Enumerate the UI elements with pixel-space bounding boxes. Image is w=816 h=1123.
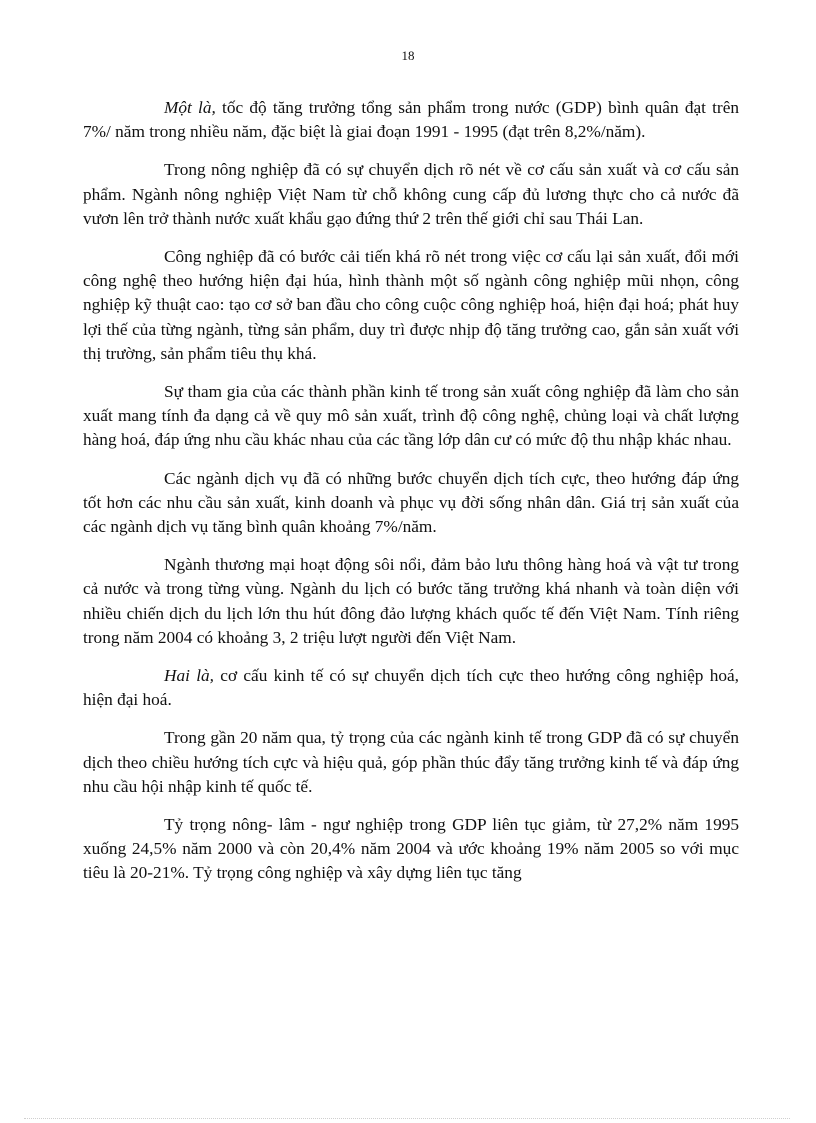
- page-body: [83, 96, 739, 900]
- paragraph-text: Trong nông nghiệp đã có sự chuyển dịch rõ nét về cơ cấu sản xuất và cơ cấu sản phẩm. Ngành nông nghiệp Việt Nam từ chỗ không cung cấp đủ lương thực cho cả nước đã vươn lên trở thành nước xuất khẩu gạo đứng thứ 2 trên thế giới chỉ sau Thái Lan.: [83, 160, 739, 228]
- paragraph-lead: Một là,: [164, 98, 216, 117]
- paragraph: [83, 245, 739, 366]
- paragraph: [83, 467, 739, 540]
- paragraph: [83, 96, 739, 144]
- paragraph-text: Trong gần 20 năm qua, tỷ trọng của các ngành kinh tế trong GDP đã có sự chuyển dịch theo chiều hướng tích cực và hiệu quả, góp phần thúc đẩy tăng trưởng kinh tế và đáp ứng nhu cầu hội nhập kinh tế quốc tế.: [83, 728, 739, 796]
- paragraph: [83, 553, 739, 650]
- paragraph-text: Tỷ trọng nông- lâm - ngư nghiệp trong GDP liên tục giảm, từ 27,2% năm 1995 xuống 24,5% năm 2000 và còn 20,4% năm 2004 và ước khoảng 19% năm 2005 so với mục tiêu là 20-21%. Tỷ trọng công nghiệp và xây dựng liên tục tăng: [83, 815, 739, 883]
- paragraph: [83, 380, 739, 453]
- paragraph: [83, 158, 739, 231]
- page-bottom-divider: [24, 1118, 790, 1119]
- paragraph-text: Công nghiệp đã có bước cải tiến khá rõ nét trong việc cơ cấu lại sản xuất, đổi mới công nghệ theo hướng hiện đại húa, hình thành một số ngành công nghiệp mũi nhọn, công nghiệp kỹ thuật cao: tạo cơ sở ban đầu cho công cuộc công nghiệp hoá, hiện đại hoá; phát huy lợi thế của từng ngành, từng sản phẩm, duy trì được nhịp độ tăng trưởng cao, gắn sản xuất với thị trường, sản phẩm tiêu thụ khá.: [83, 247, 739, 363]
- paragraph: [83, 726, 739, 799]
- paragraph-text: Sự tham gia của các thành phần kinh tế trong sản xuất công nghiệp đã làm cho sản xuất mang tính đa dạng cả về quy mô sản xuất, trình độ công nghệ, chủng loại và chất lượng hàng hoá, đáp ứng nhu cầu khác nhau của các tầng lớp dân cư có mức độ thu nhập khác nhau.: [83, 382, 739, 450]
- paragraph-text: tốc độ tăng trưởng tổng sản phẩm trong nước (GDP) bình quân đạt trên 7%/ năm trong nhiều năm, đặc biệt là giai đoạn 1991 - 1995 (đạt trên 8,2%/năm).: [83, 98, 740, 142]
- paragraph-text: cơ cấu kinh tế có sự chuyển dịch tích cực theo hướng công nghiệp hoá, hiện đại hoá.: [83, 666, 740, 710]
- paragraph: [83, 813, 739, 886]
- page-number: 18: [401, 48, 415, 63]
- paragraph: [83, 664, 739, 712]
- paragraph-text: Các ngành dịch vụ đã có những bước chuyển dịch tích cực, theo hướng đáp ứng tốt hơn các nhu cầu sản xuất, kinh doanh và phục vụ đời sống nhân dân. Giá trị sản xuất của các ngành dịch vụ tăng bình quân khoảng 7%/năm.: [83, 468, 739, 537]
- paragraph-lead: Hai là,: [164, 666, 214, 686]
- paragraph-text: Ngành thương mại hoạt động sôi nổi, đảm bảo lưu thông hàng hoá và vật tư trong cả nước và trong từng vùng. Ngành du lịch có bước tăng trưởng khá nhanh và toàn diện với nhiều chiến dịch du lịch lớn thu hút đông đảo lượng khách quốc tế đến Việt Nam. Tính riêng trong năm 2004 có khoảng 3, 2 triệu lượt người đến Việt Nam.: [83, 555, 739, 647]
